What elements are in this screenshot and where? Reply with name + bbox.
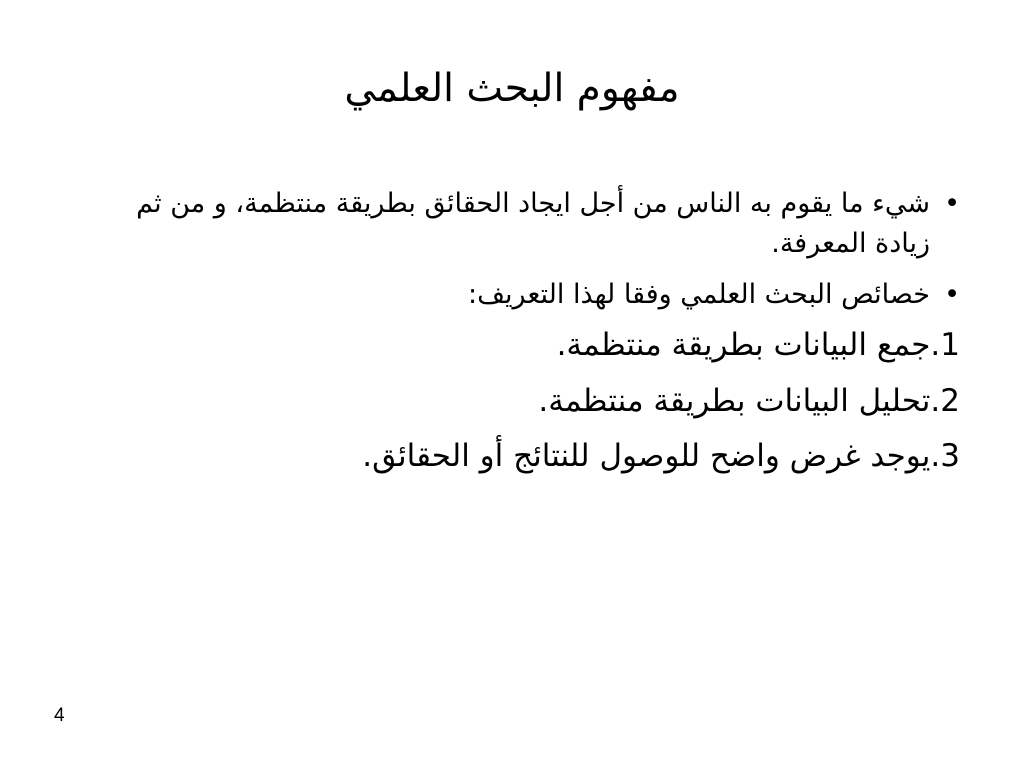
bullet-item-characteristics [130,275,960,315]
bullet-marker: • [944,188,960,219]
numbered-item: 2.تحليل البيانات بطريقة منتظمة. [538,382,960,419]
bullet-text: خصائص البحث العلمي وفقا لهذا التعريف: [468,278,930,310]
bullet-text: شيء ما يقوم به الناس من أجل ايجاد الحقائق بطريقة منتظمة، و من ثم زيادة المعرفة. [136,188,930,259]
bullet-list [130,184,960,315]
bullet-item-definition [130,184,960,264]
slide-body [130,184,960,493]
numbered-list [130,326,960,476]
numbered-item: 3.يوجد غرض واضح للوصول للنتائج أو الحقائق. [362,438,960,475]
page-number: 4 [54,705,65,726]
slide-title: مفهوم البحث العلمي [344,66,680,111]
numbered-item: 1.جمع البيانات بطريقة منتظمة. [556,326,960,363]
bullet-marker: • [944,278,960,310]
